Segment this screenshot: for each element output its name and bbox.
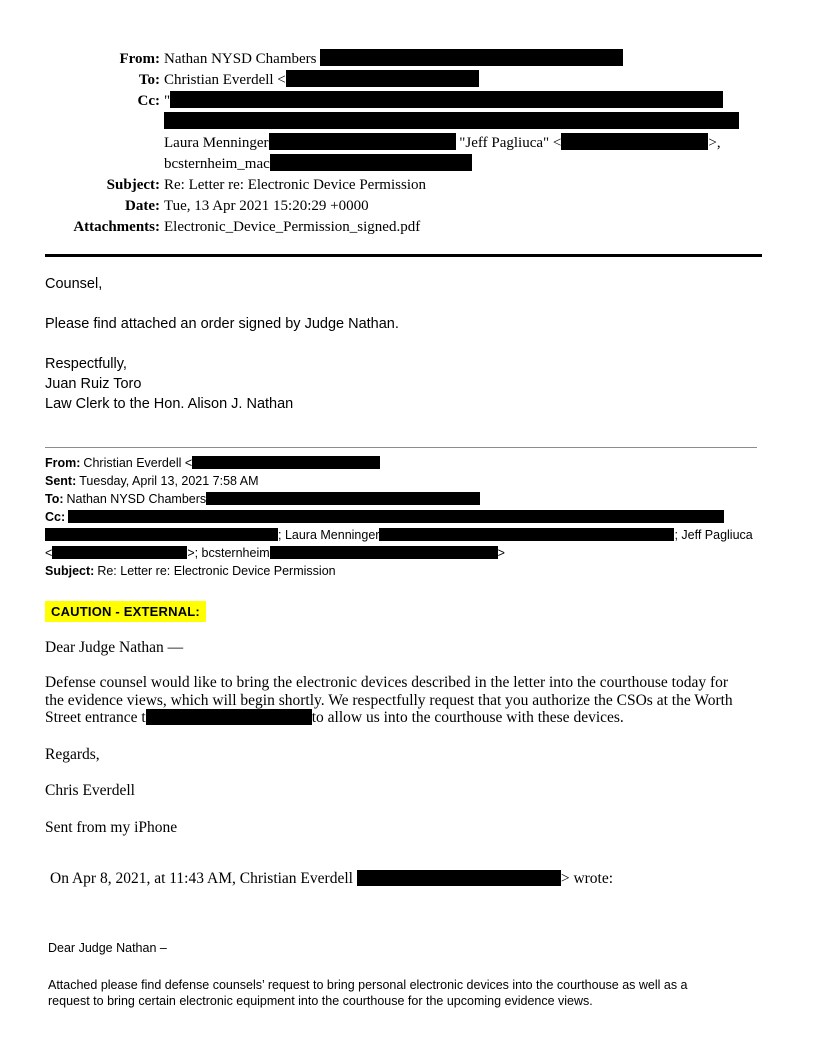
header-row: [45, 526, 775, 544]
reply-body: [45, 274, 399, 414]
text-run: Nathan NYSD Chambers: [66, 492, 207, 506]
header-row: [45, 454, 775, 472]
text-run: > wrote:: [560, 870, 614, 887]
field-value: [68, 508, 724, 526]
quoted-message-divider: [45, 447, 757, 448]
text-run: Laura Menninger: [164, 135, 269, 151]
text-line: [48, 993, 688, 1010]
field-label: Attachments:: [73, 219, 160, 235]
text-line: Juan Ruiz Toro: [45, 376, 142, 392]
field-label: Sent:: [45, 474, 77, 488]
text-run: Tuesday, April 13, 2021 7:58 AM: [79, 474, 259, 488]
field-value: [164, 196, 770, 217]
field-label: From:: [119, 51, 160, 67]
field-value: [97, 562, 335, 580]
nested-quote-attribution: [50, 869, 613, 889]
redaction-bar: [170, 91, 723, 108]
caution-external-banner: CAUTION - EXTERNAL:: [45, 601, 206, 622]
redaction-bar: [206, 492, 480, 505]
text-run: Christian Everdell <: [83, 456, 193, 470]
redaction-bar: [561, 133, 708, 150]
redaction-bar: [146, 709, 312, 725]
text-line: Respectfully,: [45, 356, 127, 372]
field-value: [164, 112, 770, 133]
header-row: [45, 217, 770, 238]
header-row: [45, 472, 775, 490]
header-divider: [45, 254, 762, 257]
text-run: ; Jeff Pagliuca: [674, 528, 753, 542]
field-value: [67, 490, 481, 508]
text-run: to allow us into the courthouse with these devices.: [311, 709, 624, 726]
field-value: [45, 544, 505, 562]
text-run: Street entrance t: [45, 709, 146, 726]
field-label: Date:: [125, 198, 160, 214]
field-label: Cc:: [137, 93, 160, 109]
header-row: [45, 49, 770, 70]
text-run: ": [164, 93, 171, 109]
redaction-bar: [379, 528, 674, 541]
header-row: [45, 544, 775, 562]
text-run: >,: [708, 135, 721, 151]
text-run: Nathan NYSD Chambers: [164, 51, 321, 67]
header-row: [45, 112, 770, 133]
text-run: bcsternheim_mac: [164, 156, 270, 172]
text-line: [45, 692, 767, 710]
field-value: [164, 175, 770, 196]
redaction-bar: [269, 133, 456, 150]
signature: Chris Everdell: [45, 782, 135, 799]
text-run: the evidence views, which will begin shortly. We respectfully request that you authorize the CSOs at the Worth: [45, 691, 733, 709]
text-run: ; Laura Menninger: [278, 528, 380, 542]
field-value: [79, 472, 258, 490]
redaction-bar: [270, 546, 498, 559]
field-value: [164, 133, 770, 154]
header-row: [45, 175, 770, 196]
text-run: Christian Everdell <: [164, 72, 286, 88]
sent-from-line: Sent from my iPhone: [45, 818, 178, 836]
text-line: [45, 294, 399, 314]
redaction-bar: [52, 546, 187, 559]
field-label: To:: [45, 492, 64, 506]
header-row: [45, 91, 770, 112]
text-run: Re: Letter re: Electronic Device Permission: [97, 564, 336, 578]
field-label: [45, 133, 164, 154]
header-row: [45, 490, 775, 508]
message-header: [45, 49, 770, 238]
text-run: "Jeff Pagliuca" <: [455, 135, 562, 151]
field-label: From:: [45, 456, 81, 470]
text-run: Attached please find defense counsels’ request to bring personal electronic devices into the courthouse as well as a: [48, 977, 688, 992]
closing: Regards,: [45, 745, 100, 763]
text-line: [45, 709, 767, 727]
nested-salutation: Dear Judge Nathan –: [48, 941, 167, 955]
header-row: [45, 196, 770, 217]
text-run: request to bring certain electronic equipment into the courthouse for the upcoming evidence views.: [48, 994, 593, 1008]
redaction-bar: [270, 154, 472, 171]
field-value: [164, 154, 770, 175]
field-label: Subject:: [45, 564, 95, 578]
text-line: [48, 977, 688, 994]
redaction-bar: [45, 528, 278, 541]
quoted-message-header: [45, 454, 775, 580]
redaction-bar: [68, 510, 724, 523]
text-run: >; bcsternheim: [187, 546, 270, 560]
header-row: [45, 562, 775, 580]
redaction-bar: [357, 870, 561, 886]
field-value: [164, 49, 770, 70]
text-run: Tue, 13 Apr 2021 15:20:29 +0000: [164, 198, 369, 214]
field-label: Cc:: [45, 510, 66, 524]
header-row: [45, 70, 770, 91]
text-line: Counsel,: [45, 276, 103, 292]
redaction-bar: [320, 49, 623, 66]
text-run: Electronic_Device_Permission_signed.pdf: [164, 219, 421, 235]
nested-quote-body: [48, 940, 688, 1010]
redaction-bar: [286, 70, 479, 87]
nested-paragraph: [48, 977, 688, 1010]
text-run: Defense counsel would like to bring the electronic devices described in the letter into the courthouse today for: [45, 674, 729, 691]
field-label: To:: [138, 72, 160, 88]
header-row: [45, 508, 775, 526]
quoted-message-body: [45, 638, 767, 836]
text-run: <: [45, 546, 53, 560]
field-value: [83, 454, 380, 472]
field-value: [45, 526, 753, 544]
text-run: >: [497, 546, 505, 560]
redaction-bar: [164, 112, 739, 129]
text-run: On Apr 8, 2021, at 11:43 AM, Christian Everdell: [50, 870, 357, 887]
text-line: [45, 334, 399, 354]
redaction-bar: [192, 456, 380, 469]
header-row: [45, 154, 770, 175]
field-value: [164, 70, 770, 91]
text-line: Law Clerk to the Hon. Alison J. Nathan: [45, 396, 294, 412]
salutation: Dear Judge Nathan —: [45, 639, 184, 656]
field-label: Subject:: [106, 177, 160, 193]
field-value: [164, 217, 770, 238]
text-line: Please find attached an order signed by Judge Nathan.: [45, 316, 399, 332]
header-row: [45, 133, 770, 154]
field-label: [45, 112, 164, 133]
field-label: [45, 154, 164, 175]
field-value: [164, 91, 770, 112]
text-line: [45, 674, 767, 692]
request-paragraph: [45, 674, 767, 727]
text-run: Re: Letter re: Electronic Device Permission: [164, 177, 426, 193]
